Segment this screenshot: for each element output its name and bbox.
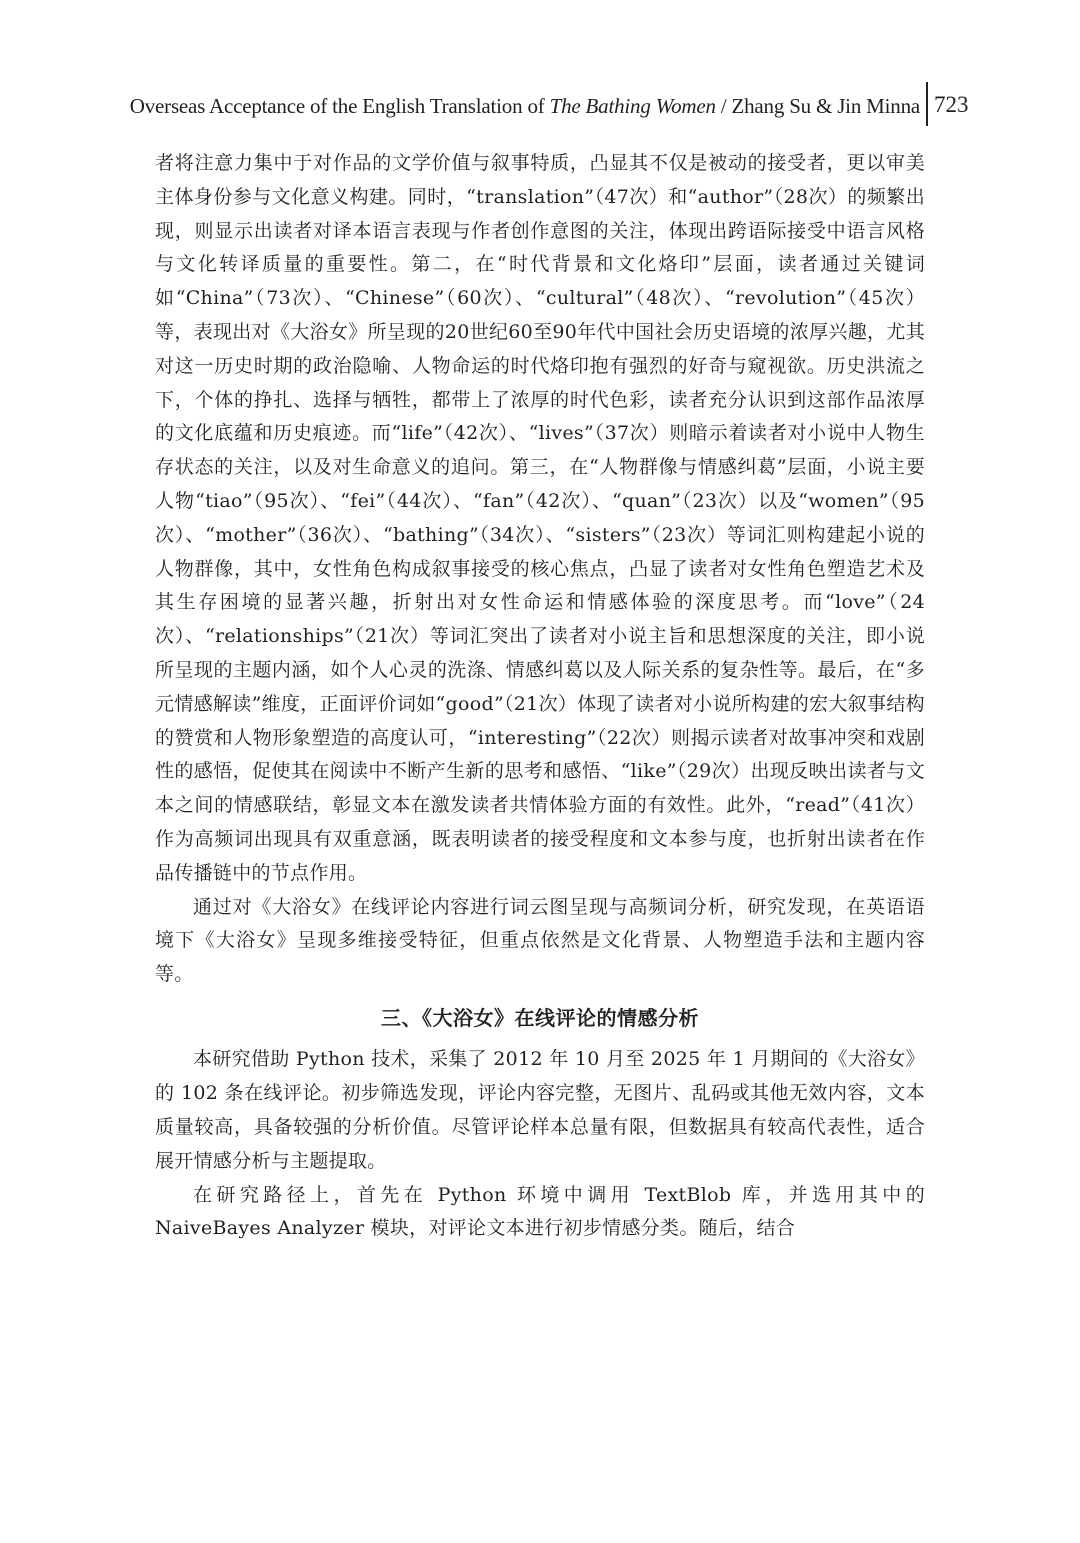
- running-title-suffix: / Zhang Su & Jin Minna: [715, 94, 920, 118]
- paragraph-method: 在研究路径上，首先在 Python 环境中调用 TextBlob 库，并选用其中的 NaiveBayes Analyzer 模块，对评论文本进行初步情感分类。随后，结合: [155, 1183, 925, 1240]
- section-heading: 三、《大浴女》在线评论的情感分析: [381, 1005, 699, 1030]
- page-body: [155, 147, 925, 1246]
- paragraph-continued: 者将注意力集中于对作品的文学价值与叙事特质，凸显其不仅是被动的接受者，更以审美主体身份参与文化意义构建。同时，“translation”（47次）和“author”（28次）的频繁出现，则显示出读者对译本语言表现与作者创作意图的关注，体现出跨语际接受中语言风格与文化转译质量的重要性。第二，在“时代背景和文化烙印”层面，读者通过关键词如“China”（73次）、“Chinese”（60次）、“cultural”（48次）、“revolution”（45次）等，表现出对《大浴女》所呈现的20世纪60至90年代中国社会历史语境的浓厚兴趣，尤其对这一历史时期的政治隐喻、人物命运的时代烙印抱有强烈的好奇与窥视欲。历史洪流之下，个体的挣扎、选择与牺牲，都带上了浓厚的时代色彩，读者充分认识到这部作品浓厚的文化底蕴和历史痕迹。而“life”（42次）、“lives”（37次）则暗示着读者对小说中人物生存状态的关注，以及对生命意义的追问。第三，在“人物群像与情感纠葛”层面，小说主要人物“tiao”（95次）、“fei”（44次）、“fan”（42次）、“quan”（23次）以及“women”（95次）、“mother”（36次）、“bathing”（34次）、“sisters”（23次）等词汇则构建起小说的人物群像，其中，女性角色构成叙事接受的核心焦点，凸显了读者对女性角色塑造艺术及其生存困境的显著兴趣，折射出对女性命运和情感体验的深度思考。而“love”（24次）、“relationships”（21次）等词汇突出了读者对小说主旨和思想深度的关注，即小说所呈现的主题内涵，如个人心灵的洗涤、情感纠葛以及人际关系的复杂性等。最后，在“多元情感解读”维度，正面评价词如“good”（21次）体现了读者对小说所构建的宏大叙事结构的赞赏和人物形象塑造的高度认可，“interesting”（22次）则揭示读者对故事冲突和戏剧性的感悟，促使其在阅读中不断产生新的思考和感悟、“like”（29次）出现反映出读者与文本之间的情感联结，彰显文本在激发读者共情体验方面的有效性。此外，“read”（41次）作为高频词出现具有双重意涵，既表明读者的接受程度和文本参与度，也折射出读者在作品传播链中的节点作用。: [155, 152, 925, 884]
- page-number: 723: [934, 92, 969, 117]
- running-title: [130, 94, 920, 119]
- header-divider: [926, 82, 928, 126]
- running-header: [0, 88, 1080, 128]
- paragraph-data-collection: 本研究借助 Python 技术，采集了 2012 年 10 月至 2025 年 1 月期间的《大浴女》的 102 条在线评论。初步筛选发现，评论内容完整，无图片、乱码或其他无效内容，文本质量较高，具备较强的分析价值。尽管评论样本总量有限，但数据具有较高代表性，适合展开情感分析与主题提取。: [155, 1047, 925, 1172]
- running-title-book: The Bathing Women: [549, 94, 716, 118]
- running-title-prefix: Overseas Acceptance of the English Translation of: [129, 94, 550, 118]
- paragraph-summary: 通过对《大浴女》在线评论内容进行词云图呈现与高频词分析，研究发现，在英语语境下《大浴女》呈现多维接受特征，但重点依然是文化背景、人物塑造手法和主题内容等。: [155, 895, 925, 986]
